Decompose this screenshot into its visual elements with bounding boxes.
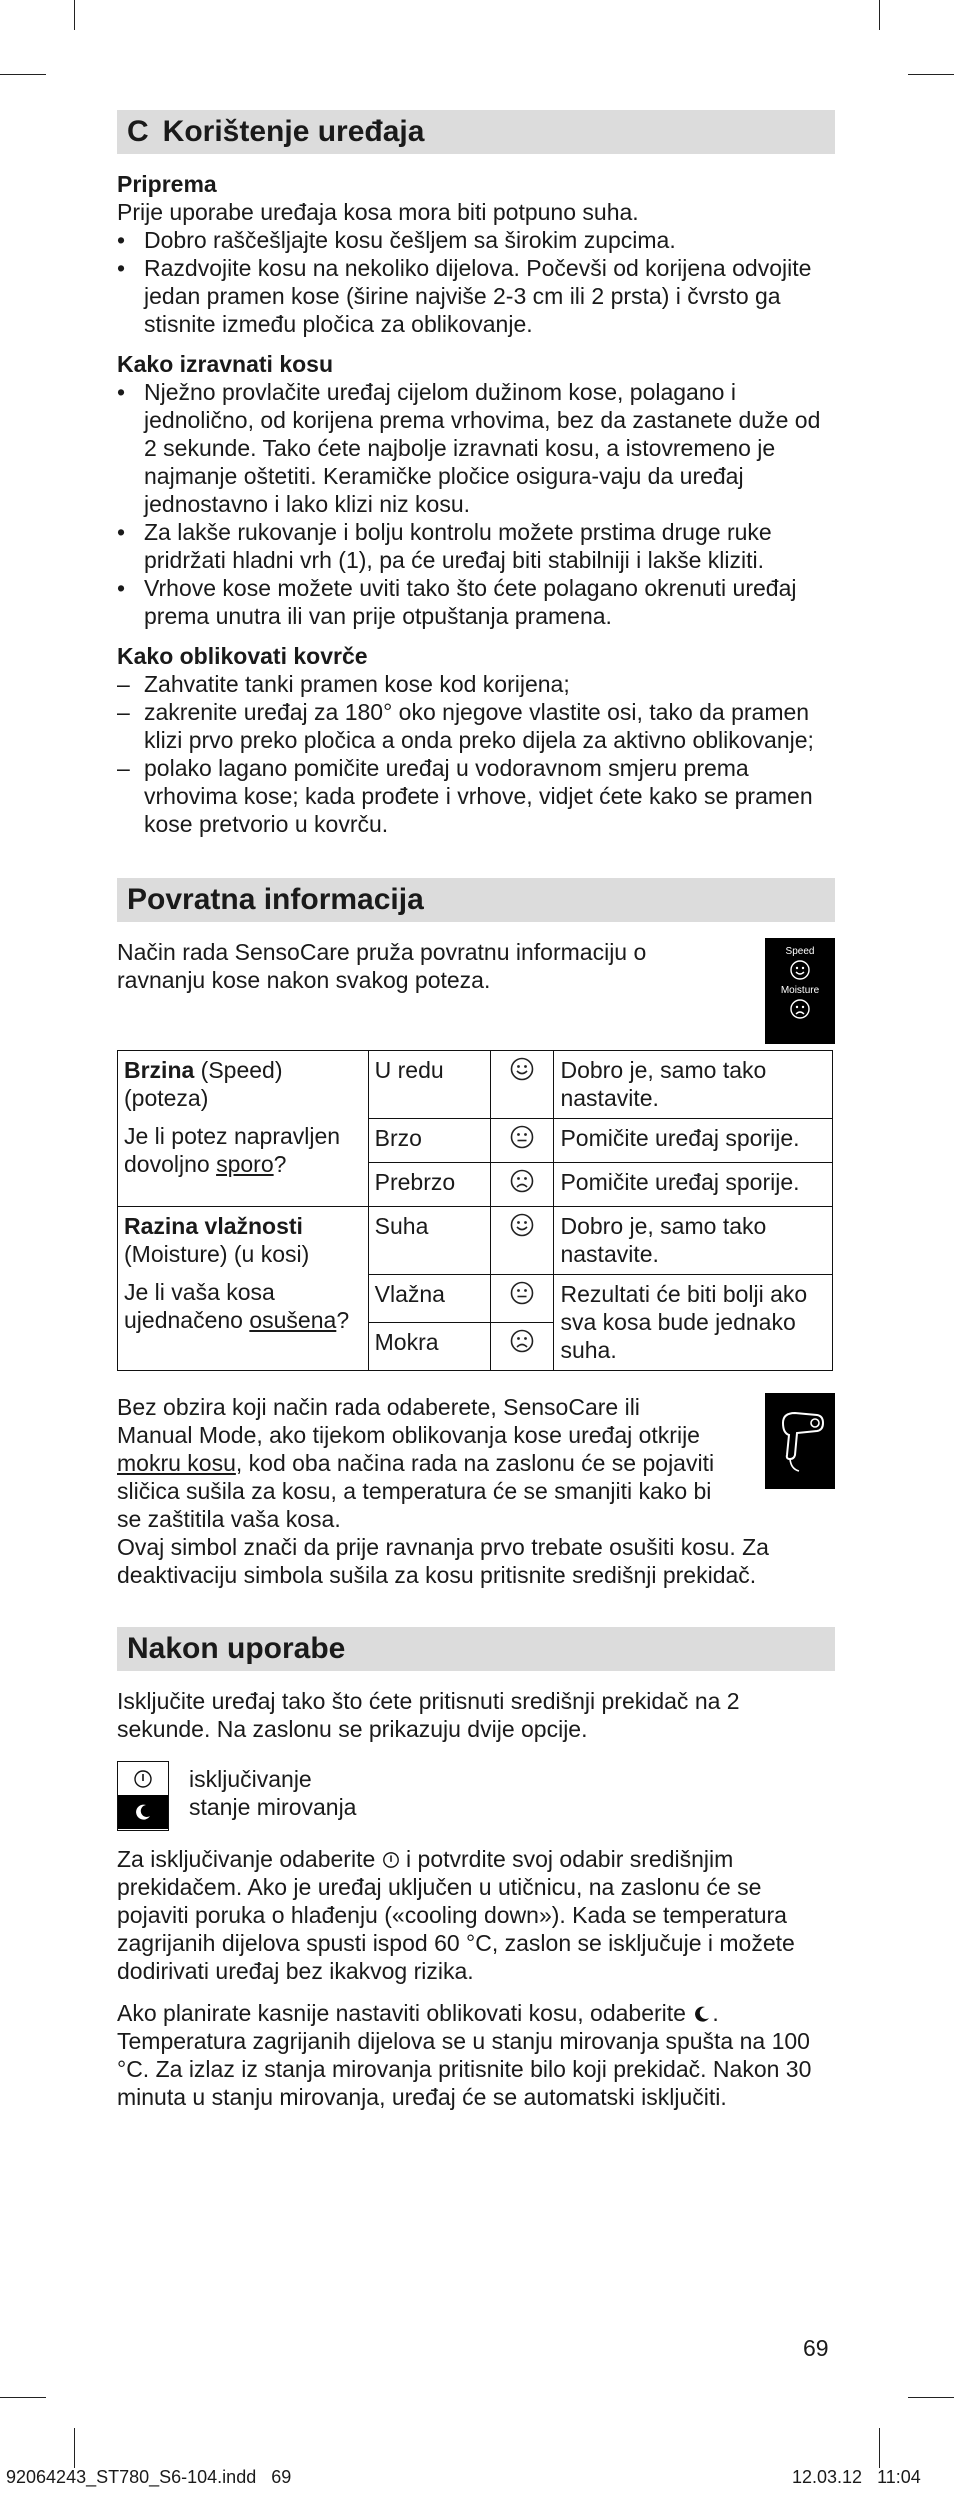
table-row: [118, 1207, 833, 1275]
options-display-icon: [117, 1761, 169, 1831]
wet-hair-block: [117, 1393, 835, 1589]
list-item: • Vrhove kose možete uviti tako što ćete polagano okrenuti uređaj prema unutra ili van prije otpuštanja pramena.: [117, 575, 797, 629]
crop-mark: [879, 2428, 880, 2468]
face-cell: [490, 1163, 554, 1207]
list-item: • Za lakše rukovanje i bolju kontrolu možete prstima druge ruke pridržati hladni vrh (1), pa će uređaj biti stabilniji i lakše kliziti.: [117, 519, 772, 573]
feedback-intro-block: [117, 938, 835, 1050]
face-cell: [490, 1323, 554, 1371]
section-title: Povratna informacija: [127, 883, 424, 916]
sad-face-icon: [509, 1328, 535, 1354]
crop-mark: [0, 2397, 46, 2398]
off-text: Za isključivanje odaberite i potvrdite svoj odabir središnjim prekidačem. Ako je uređaj uključen u utičnicu, na zaslonu će se pojaviti poruka o hlađenju («cooling down»). Kada se temperatura zagrijanih dijelova spusti ispod 60 °C, zaslon se isključuje i možete dodirivati uređaj bez ikakvog rizika.: [117, 1846, 795, 1984]
crop-mark: [74, 2428, 75, 2468]
print-file-info: 92064243_ST780_S6-104.indd 69: [6, 2467, 292, 2487]
speed-label: Speed: [785, 946, 815, 957]
state-cell: Suha: [368, 1207, 490, 1275]
advice-cell: Rezultati će biti bolji ako sva kosa bude jednako suha.: [554, 1275, 833, 1371]
wet-hair-text-2: Ovaj simbol znači da prije ravnanja prvo trebate osušiti kosu. Za deaktivaciju simbola sušila za kosu pritisnite središnji prekidač.: [117, 1534, 769, 1588]
section-heading: [117, 878, 835, 922]
sad-face-icon: [789, 998, 811, 1020]
advice-cell: Pomičite uređaj sporije.: [554, 1119, 833, 1163]
advice-cell: Dobro je, samo tako nastavite.: [554, 1207, 833, 1275]
state-cell: U redu: [368, 1051, 490, 1119]
table-row: [118, 1051, 833, 1119]
crop-mark: [74, 0, 75, 30]
hair-dryer-icon: [765, 1393, 835, 1489]
crop-mark: [908, 2397, 954, 2398]
state-cell: Brzo: [368, 1119, 490, 1163]
curls-list: [117, 670, 835, 838]
subheading-straighten: Kako izravnati kosu: [117, 351, 334, 377]
state-cell: Prebrzo: [368, 1163, 490, 1207]
after-use-intro: Isključite uređaj tako što ćete pritisnuti središnji prekidač na 2 sekunde. Na zaslonu se prikazuju dvije opcije.: [117, 1688, 740, 1742]
face-cell: [490, 1119, 554, 1163]
speed-label-cell: Brzina (Speed) (poteza) Je li potez napravljen dovoljno sporo?: [118, 1051, 369, 1207]
happy-face-icon: [509, 1212, 535, 1238]
list-item: • Nježno provlačite uređaj cijelom dužinom kose, polagano i jednolično, od korijena prema vrhovima, bez da zastanete duže od 2 sekunde. Tako ćete najbolje izravnati kosu, a istovremeno je najmanje oštetiti. Keramičke pločice osigura-vaju da uređaj jednostavno i lako klizi niz kosu.: [117, 379, 821, 517]
standby-text: Ako planirate kasnije nastaviti oblikovati kosu, odaberite . Temperatura zagrijanih dijelova se u stanju mirovanja spušta na 100 °C. Za izlaz iz stanja mirovanja pritisnite bilo koji prekidač. Nakon 30 minuta u stanju mirovanja, uređaj će se automatski isključiti.: [117, 2000, 812, 2110]
option-standby-label: stanje mirovanja: [189, 1794, 357, 1820]
subheading-preparation: Priprema: [117, 171, 217, 197]
section-heading: [117, 110, 835, 154]
power-icon: [382, 1851, 400, 1869]
neutral-face-icon: [509, 1280, 535, 1306]
crop-mark: [0, 74, 46, 75]
section-title: Korištenje uređaja: [162, 115, 425, 148]
state-cell: Mokra: [368, 1323, 490, 1371]
page-number: 69: [803, 2335, 829, 2361]
section-heading: [117, 1627, 835, 1671]
neutral-face-icon: [509, 1124, 535, 1150]
preparation-intro: Prije uporabe uređaja kosa mora biti potpuno suha.: [117, 199, 639, 225]
list-item: • Dobro raščešljajte kosu češljem sa širokim zupcima.: [117, 227, 676, 253]
speed-moisture-display-icon: [765, 938, 835, 1044]
print-date-info: 12.03.12 11:04: [792, 2467, 921, 2487]
moon-icon: [692, 2004, 712, 2024]
moon-icon: [133, 1802, 153, 1822]
face-cell: [490, 1051, 554, 1119]
section-title: Nakon uporabe: [127, 1632, 346, 1665]
sad-face-icon: [509, 1168, 535, 1194]
face-cell: [490, 1275, 554, 1323]
crop-mark: [879, 0, 880, 30]
advice-cell: Pomičite uređaj sporije.: [554, 1163, 833, 1207]
list-item: – zakrenite uređaj za 180° oko njegove vlastite osi, tako da pramen klizi prvo preko pločica a onda preko dijela za aktivno oblikovanje;: [117, 699, 814, 753]
wet-hair-text: Bez obzira koji način rada odaberete, SensoCare ili Manual Mode, ako tijekom oblikovanja kose uređaj otkrije mokru kosu, kod oba načina rada na zaslonu će se pojaviti sličica sušila za kosu, a temperatura će se smanjiti kako bi se zaštitila vaša kosa.: [117, 1394, 715, 1532]
list-item: • Razdvojite kosu na nekoliko dijelova. Počevši od korijena odvojite jedan pramen kose (širine najviše 2-3 cm ili 2 prsta) i čvrsto ga stisnite između pločica za oblikovanje.: [117, 255, 812, 337]
straighten-list: [117, 378, 835, 630]
happy-face-icon: [789, 959, 811, 981]
list-item: – Zahvatite tanki pramen kose kod korijena;: [117, 671, 570, 697]
moisture-label-cell: Razina vlažnosti (Moisture) (u kosi) Je li vaša kosa ujednačeno osušena?: [118, 1207, 369, 1371]
face-cell: [490, 1207, 554, 1275]
advice-cell: Dobro je, samo tako nastavite.: [554, 1051, 833, 1119]
crop-mark: [908, 74, 954, 75]
feedback-table: [117, 1050, 833, 1371]
power-icon: [133, 1769, 153, 1789]
section-letter: C: [127, 115, 149, 148]
state-cell: Vlažna: [368, 1275, 490, 1323]
preparation-list: [117, 226, 835, 338]
feedback-intro: Način rada SensoCare pruža povratnu informaciju o ravnanju kose nakon svakog poteza.: [117, 939, 647, 993]
list-item: – polako lagano pomičite uređaj u vodoravnom smjeru prema vrhovima kose; kada prođete i vrhove, vidjet ćete kako se pramen kose pretvorio u kovrču.: [117, 755, 813, 837]
happy-face-icon: [509, 1056, 535, 1082]
option-off-label: isključivanje: [189, 1766, 312, 1792]
moisture-label: Moisture: [780, 985, 820, 996]
options-legend: [117, 1761, 835, 1831]
manual-page: [117, 110, 835, 2111]
subheading-curls: Kako oblikovati kovrče: [117, 643, 368, 669]
